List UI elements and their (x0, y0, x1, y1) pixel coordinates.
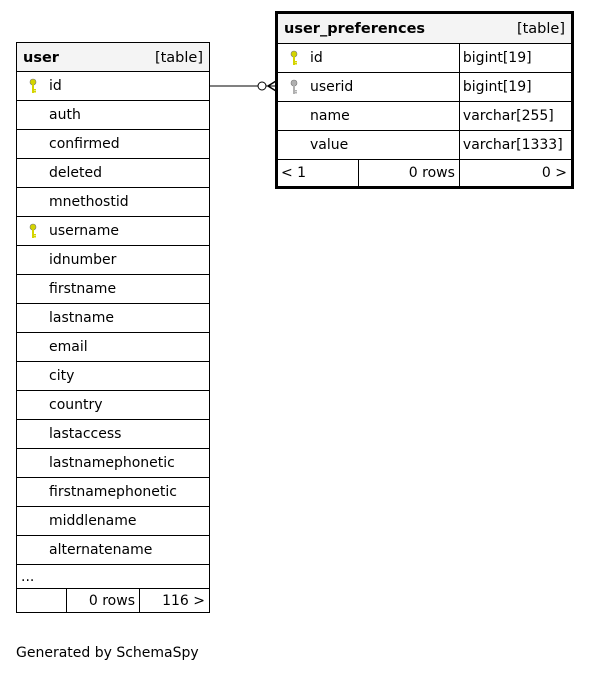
column-cell[interactable] (16, 187, 210, 217)
user-table-header[interactable] (16, 42, 210, 72)
column-name: username (49, 223, 119, 239)
column-row[interactable] (16, 333, 210, 362)
footer-children: 116 > (139, 588, 210, 613)
column-name: lastaccess (49, 426, 122, 442)
column-type: varchar[255] (459, 101, 571, 131)
column-cell[interactable] (16, 245, 210, 275)
column-name: lastnamephonetic (49, 455, 175, 471)
more-columns-row (16, 565, 210, 589)
column-cell[interactable] (16, 129, 210, 159)
user-preferences-table-header[interactable] (278, 14, 571, 44)
column-cell[interactable] (16, 158, 210, 188)
column-name: firstname (49, 281, 117, 297)
column-row[interactable] (278, 73, 571, 102)
column-row[interactable] (16, 507, 210, 536)
column-cell[interactable] (16, 390, 210, 420)
column-cell[interactable] (16, 448, 210, 478)
column-name: mnethostid (49, 194, 129, 210)
column-row[interactable] (16, 449, 210, 478)
column-cell[interactable] (16, 419, 210, 449)
column-name: id (310, 50, 323, 66)
column-cell[interactable] (16, 332, 210, 362)
footer-row-count: 0 rows (358, 159, 460, 186)
footer-parents (16, 588, 67, 613)
column-row[interactable] (16, 275, 210, 304)
column-name: city (49, 368, 75, 384)
column-name: country (49, 397, 103, 413)
footer-parents: < 1 (278, 159, 359, 186)
table-kind: [table] (154, 49, 203, 66)
column-name: deleted (49, 165, 102, 181)
column-row[interactable] (16, 391, 210, 420)
column-row[interactable] (16, 188, 210, 217)
column-name: middlename (49, 513, 137, 529)
primary-key-icon (284, 50, 304, 66)
user-table-footer (16, 589, 210, 613)
column-row[interactable] (16, 246, 210, 275)
column-name: lastname (49, 310, 114, 326)
column-row[interactable] (16, 478, 210, 507)
column-type: bigint[19] (459, 43, 571, 73)
column-cell[interactable] (16, 274, 210, 304)
column-row[interactable] (16, 304, 210, 333)
column-row[interactable] (16, 362, 210, 391)
column-row[interactable] (16, 159, 210, 188)
column-type: bigint[19] (459, 72, 571, 102)
column-cell[interactable] (16, 100, 210, 130)
column-cell[interactable] (16, 303, 210, 333)
column-type: varchar[1333] (459, 130, 571, 160)
table-kind: [table] (516, 20, 565, 37)
column-name: email (49, 339, 88, 355)
column-row[interactable] (16, 130, 210, 159)
column-row[interactable] (278, 44, 571, 73)
column-cell[interactable] (16, 216, 210, 246)
foreign-key-icon (284, 79, 304, 95)
column-name: alternatename (49, 542, 153, 558)
column-cell[interactable] (16, 477, 210, 507)
generated-by-text: Generated by SchemaSpy (16, 645, 199, 661)
primary-key-icon (23, 223, 43, 239)
column-row[interactable] (16, 420, 210, 449)
user-preferences-table[interactable] (275, 11, 574, 189)
zero-marker-icon (258, 82, 266, 90)
column-name: auth (49, 107, 81, 123)
column-cell[interactable] (16, 535, 210, 565)
column-row[interactable] (16, 72, 210, 101)
column-cell[interactable] (278, 43, 460, 73)
table-name: user (23, 49, 59, 66)
more-columns: ... (16, 564, 210, 589)
column-cell[interactable] (278, 101, 460, 131)
footer-row-count: 0 rows (66, 588, 140, 613)
column-name: value (310, 137, 349, 153)
column-cell[interactable] (16, 361, 210, 391)
column-row[interactable] (16, 101, 210, 130)
column-cell[interactable] (16, 506, 210, 536)
user-preferences-table-footer (278, 160, 571, 186)
column-row[interactable] (278, 131, 571, 160)
column-row[interactable] (278, 102, 571, 131)
user-table[interactable] (16, 42, 210, 613)
column-name: id (49, 78, 62, 94)
column-cell[interactable] (16, 71, 210, 101)
column-cell[interactable] (278, 130, 460, 160)
column-name: firstnamephonetic (49, 484, 177, 500)
column-row[interactable] (16, 217, 210, 246)
column-row[interactable] (16, 536, 210, 565)
column-name: idnumber (49, 252, 117, 268)
column-cell[interactable] (278, 72, 460, 102)
column-name: userid (310, 79, 354, 95)
table-name: user_preferences (284, 20, 426, 37)
footer-children: 0 > (459, 159, 571, 186)
column-name: name (310, 108, 350, 124)
primary-key-icon (23, 78, 43, 94)
column-name: confirmed (49, 136, 120, 152)
